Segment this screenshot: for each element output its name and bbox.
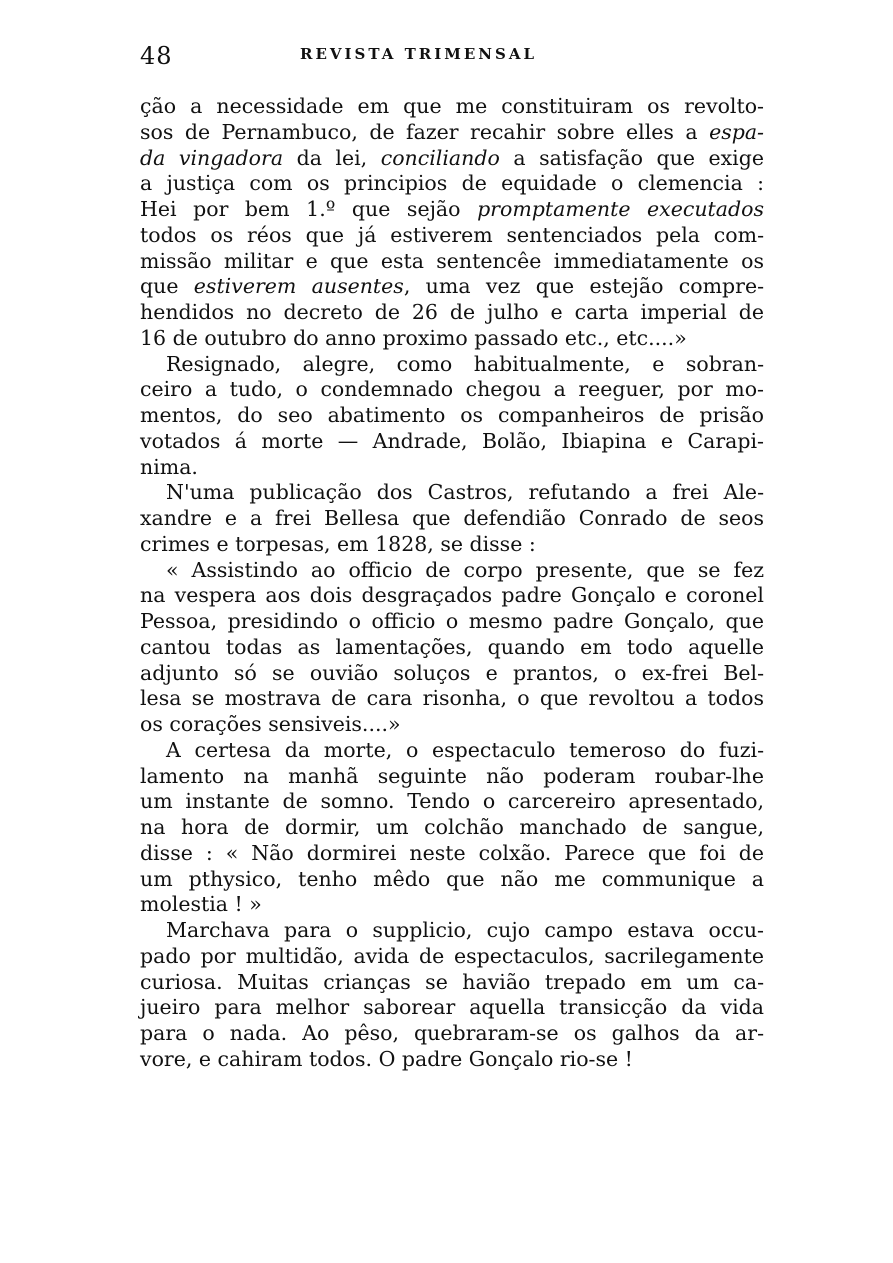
text-run: mentos, do seo abatimento os companheiros de prisão — [140, 403, 764, 427]
page-number: 48 — [140, 42, 173, 70]
text-line — [140, 789, 764, 815]
text-run: xandre e a frei Bellesa que defendião Conrado de seos — [140, 506, 764, 530]
text-line — [140, 455, 764, 481]
text-line — [140, 609, 764, 635]
text-run: um instante de somno. Tendo o carcereiro apresentado, — [140, 789, 764, 814]
text-run: sos de Pernambuco, de fazer recahir sobre elles a — [140, 119, 710, 144]
text-line — [140, 352, 764, 378]
text-line — [140, 146, 764, 172]
text-line — [140, 300, 764, 326]
text-run: votados á morte — Andrade, Bolão, Ibiapina e Carapi- — [140, 428, 764, 453]
text-run: crimes e torpesas, em 1828, se disse : — [140, 531, 536, 556]
text-line — [140, 429, 764, 455]
text-run: lesa se mostrava de cara risonha, o que revoltou a todos — [140, 686, 764, 711]
text-line — [140, 94, 764, 120]
text-line — [140, 403, 764, 429]
text-run: « Assistindo ao officio de corpo presente, que se fez — [166, 557, 764, 582]
text-run: lamento na manhã seguinte não poderam roubar-lhe — [140, 763, 764, 788]
text-line — [140, 120, 764, 146]
italic-run: conciliando — [380, 145, 500, 170]
text-run: para o nada. Ao pêso, quebraram-se os galhos da ar- — [140, 1021, 764, 1045]
text-run: curiosa. Muitas crianças se havião trepado em um ca- — [140, 969, 764, 994]
text-line — [140, 1047, 764, 1073]
italic-run: da vingadora — [140, 145, 284, 170]
text-line — [140, 970, 764, 996]
italic-run: estiverem ausentes — [193, 274, 404, 299]
text-run: todos os réos que já estiverem sentenciados pela com- — [140, 222, 764, 247]
text-run: que — [140, 274, 194, 299]
text-run: missão militar e que esta sentencêe immediatamente os — [140, 248, 764, 273]
text-line — [140, 223, 764, 249]
text-line — [140, 815, 764, 841]
text-run: a satisfação que exige — [499, 145, 764, 170]
text-run: na vespera aos dois desgraçados padre Gonçalo e coronel — [140, 583, 764, 608]
text-line — [140, 892, 764, 918]
text-run: disse : « Não dormirei neste colxão. Parece que foi de — [140, 840, 764, 865]
text-run: cantou todas as lamentações, quando em todo aquelle — [140, 634, 764, 659]
text-line — [140, 686, 764, 712]
text-run: Resignado, alegre, como habitualmente, e sobran- — [166, 351, 764, 376]
text-run: ção a necessidade em que me constituiram os revolto- — [140, 94, 764, 118]
text-run: Marchava para o supplicio, cujo campo estava occu- — [166, 918, 764, 942]
text-line — [140, 326, 764, 352]
text-line — [140, 841, 764, 867]
text-run: vore, e cahiram todos. O padre Gonçalo rio-se ! — [140, 1046, 633, 1071]
text-line — [140, 738, 764, 764]
text-run: um pthysico, tenho mêdo que não me communique a — [140, 866, 764, 891]
text-line — [140, 377, 764, 403]
text-line — [140, 995, 764, 1021]
text-line — [140, 532, 764, 558]
text-line — [140, 480, 764, 506]
text-line — [140, 764, 764, 790]
text-line — [140, 197, 764, 223]
text-run: Pessoa, presidindo o officio o mesmo padre Gonçalo, que — [140, 609, 764, 633]
text-run: da lei, — [283, 145, 381, 170]
text-line — [140, 583, 764, 609]
text-run: hendidos no decreto de 26 de julho e carta imperial de — [140, 300, 764, 324]
text-line — [140, 274, 764, 300]
text-line — [140, 249, 764, 275]
text-run: os corações sensiveis....» — [140, 712, 401, 736]
text-line — [140, 944, 764, 970]
running-head: REVISTA TRIMENSAL — [300, 45, 537, 63]
text-line — [140, 558, 764, 584]
text-line — [140, 661, 764, 687]
text-line — [140, 171, 764, 197]
text-line — [140, 506, 764, 532]
italic-run: espa- — [709, 119, 764, 144]
text-run: nima. — [140, 454, 198, 479]
text-run: A certesa da morte, o espectaculo temeroso do fuzi- — [166, 737, 764, 762]
text-run: Hei por bem 1.º que sejão — [140, 197, 478, 221]
text-run: N'uma publicação dos Castros, refutando a frei Ale- — [166, 480, 764, 505]
italic-run: promptamente executados — [477, 197, 764, 221]
text-run: a justiça com os principios de equidade o clemencia : — [140, 171, 764, 196]
text-line — [140, 867, 764, 893]
text-run: jueiro para melhor saborear aquella transicção da vida — [140, 995, 764, 1020]
text-run: pado por multidão, avida de espectaculos, sacrilegamente — [140, 943, 764, 968]
text-line — [140, 635, 764, 661]
text-run: , uma vez que estejão compre- — [403, 274, 764, 299]
text-run: adjunto só se ouvião soluços e prantos, o ex-frei Bel- — [140, 660, 764, 685]
text-run: 16 de outubro do anno proximo passado etc., etc....» — [140, 325, 687, 350]
body-text — [140, 94, 764, 1073]
text-line — [140, 1021, 764, 1047]
text-run: ceiro a tudo, o condemnado chegou a reeguer, por mo- — [140, 377, 764, 402]
text-run: molestia ! » — [140, 892, 262, 917]
text-run: na hora de dormir, um colchão manchado de sangue, — [140, 815, 764, 839]
text-line — [140, 712, 764, 738]
text-line — [140, 918, 764, 944]
